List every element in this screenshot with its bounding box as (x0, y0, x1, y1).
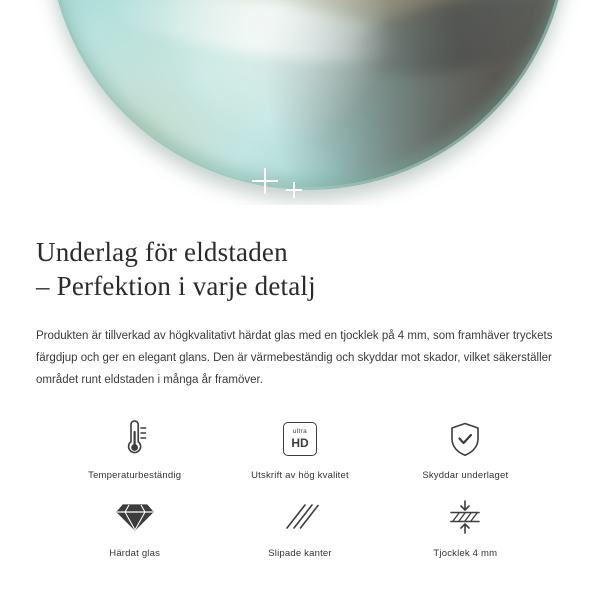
ultra-hd-badge-bottom: HD (291, 435, 309, 450)
feature-item-polished-edges (217, 495, 382, 559)
feature-label: Skyddar underlaget (422, 470, 509, 481)
page-title-line-2: – Perfektion i varje detalj (36, 271, 316, 301)
shield-check-icon (447, 417, 483, 461)
feature-item-thickness (383, 495, 548, 559)
feature-item-surface-protection (383, 417, 548, 481)
feature-label: Tjocklek 4 mm (433, 548, 498, 559)
thermometer-icon (117, 417, 153, 461)
round-glass-hearth-plate-image (48, 0, 568, 190)
decorative-vein (344, 0, 568, 89)
ultra-hd-badge-top: ultra (292, 428, 308, 436)
feature-item-tempered-glass (52, 495, 217, 559)
ultra-hd-icon (283, 417, 317, 461)
feature-item-temperature (52, 417, 217, 481)
diamond-icon (115, 495, 155, 539)
feature-grid (36, 417, 564, 559)
feature-item-print-quality (217, 417, 382, 481)
feature-label: Härdat glas (109, 548, 161, 559)
product-description-text: Produkten är tillverkad av högkvalitativt härdat glas med en tjocklek på 4 mm, som framhäver tryckets färgdjup och ger en elegant glans. Den är värmebeständig och skyddar mot skador, vilket säkerställer området runt eldstaden i många år framöver. (36, 330, 553, 386)
polished-edges-icon (281, 495, 319, 539)
feature-label: Temperaturbeständig (88, 470, 182, 481)
decorative-vein (195, 0, 442, 16)
decorative-vein (106, 0, 411, 75)
page-title (36, 235, 564, 303)
feature-label: Utskrift av hög kvalitet (251, 470, 349, 481)
feature-label: Slipade kanter (268, 548, 332, 559)
content-area (0, 205, 600, 559)
hero-image (0, 0, 600, 205)
page-title-line-1: Underlag för eldstaden (36, 237, 288, 267)
thickness-icon (445, 495, 485, 539)
